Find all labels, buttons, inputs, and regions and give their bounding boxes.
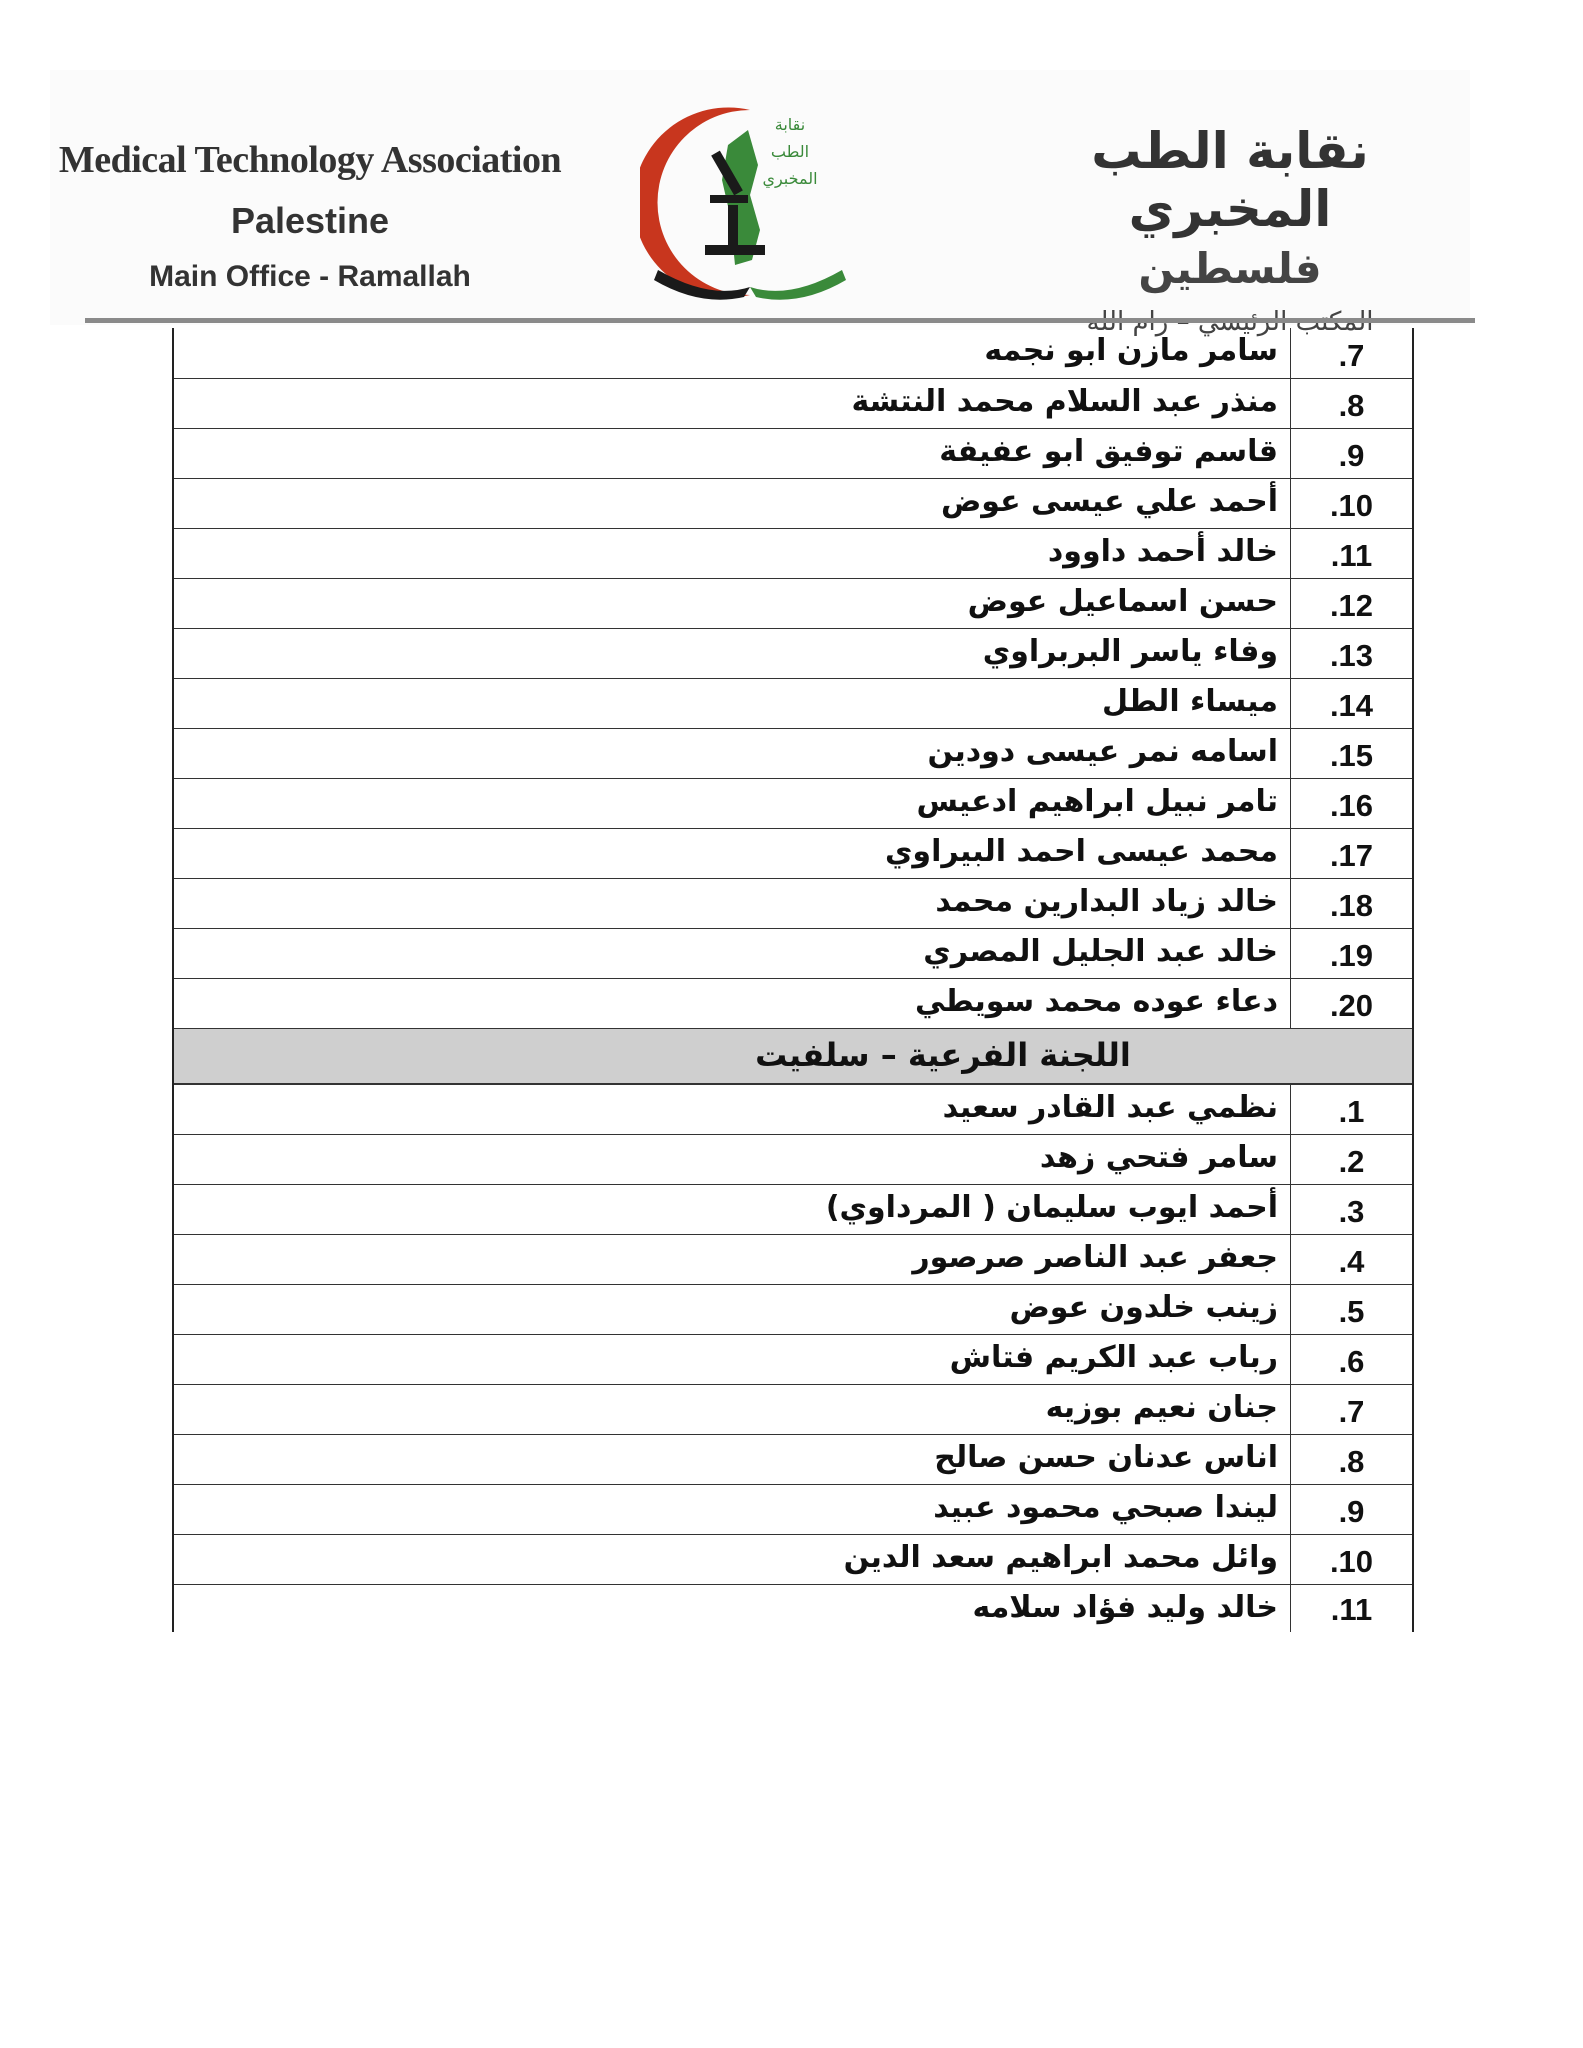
table-row [174,878,1412,928]
member-name: اسامه نمر عيسى دودين [927,734,1278,769]
member-name: دعاء عوده محمد سويطي [914,984,1278,1019]
table-row [174,1084,1412,1134]
table-row [174,1434,1412,1484]
table-row [174,1534,1412,1584]
table-row [174,778,1412,828]
member-name: اناس عدنان حسن صالح [934,1440,1278,1475]
member-name: خالد وليد فؤاد سلامه [972,1590,1278,1625]
org-name-ar: نقابة الطب المخبري [1091,122,1369,238]
row-number: .5 [1290,1285,1412,1334]
table-row [174,328,1412,378]
row-number: .20 [1290,979,1412,1028]
member-name: تامر نبيل ابراهيم ادعيس [916,784,1278,819]
row-number: .9 [1290,429,1412,478]
member-name: وفاء ياسر البربراوي [982,634,1278,669]
table-row [174,978,1412,1028]
table-row [174,378,1412,428]
row-number: .17 [1290,829,1412,878]
member-name: سامر مازن ابو نجمه [984,333,1278,368]
member-name: ميساء الطل [1102,684,1278,719]
member-name: أحمد علي عيسى عوض [940,484,1278,519]
logo-text-line-3: المخبري [762,169,818,188]
row-number: .9 [1290,1485,1412,1534]
member-name: محمد عيسى احمد البيراوي [884,834,1278,869]
row-number: .13 [1290,629,1412,678]
row-number: .4 [1290,1235,1412,1284]
org-name-en: Medical Technology Association [58,139,562,181]
country-ar: فلسطين [1138,244,1322,293]
table-row [174,1234,1412,1284]
header-divider [85,318,1475,323]
row-number: .15 [1290,729,1412,778]
table-row [174,1134,1412,1184]
table-row [174,628,1412,678]
row-number: .18 [1290,879,1412,928]
member-name: قاسم توفيق ابو عفيفة [939,434,1278,469]
row-number: .7 [1290,1385,1412,1434]
member-name: سامر فتحي زهد [1039,1140,1278,1175]
row-number: .7 [1290,328,1412,378]
table-row [174,1184,1412,1234]
logo-text-line-2: الطب [770,142,810,161]
row-number: .2 [1290,1135,1412,1184]
member-name: ليندا صبحي محمود عبيد [933,1490,1278,1525]
table-row [174,728,1412,778]
microscope-crescent-logo-icon [640,95,870,310]
table-row [174,678,1412,728]
member-name: خالد أحمد داوود [1047,534,1278,569]
country-en: Palestine [230,200,390,241]
row-number: .1 [1290,1085,1412,1134]
table-row [174,1384,1412,1434]
office-en: Main Office - Ramallah [149,260,471,293]
member-name: جعفر عبد الناصر صرصور [912,1240,1278,1275]
row-number: .11 [1290,529,1412,578]
member-name: منذر عبد السلام محمد النتشة [851,384,1278,419]
row-number: .8 [1290,379,1412,428]
table-row [174,528,1412,578]
member-name: نظمي عبد القادر سعيد [942,1090,1278,1125]
row-number: .11 [1290,1585,1412,1632]
table-row [174,478,1412,528]
table-row [174,1584,1412,1632]
member-name: زينب خلدون عوض [1009,1290,1278,1325]
row-number: .16 [1290,779,1412,828]
row-number: .3 [1290,1185,1412,1234]
member-name: وائل محمد ابراهيم سعد الدين [843,1540,1278,1575]
table-row [174,928,1412,978]
row-number: .8 [1290,1435,1412,1484]
members-table [172,328,1414,1632]
table-row [174,1334,1412,1384]
letterhead-english [50,70,570,294]
table-row [174,1484,1412,1534]
row-number: .10 [1290,1535,1412,1584]
section-header: اللجنة الفرعية – سلفيت [174,1028,1412,1084]
table-row [174,578,1412,628]
table-row [174,828,1412,878]
row-number: .6 [1290,1335,1412,1384]
member-name: حسن اسماعيل عوض [967,584,1278,619]
row-number: .10 [1290,479,1412,528]
table-row [174,428,1412,478]
member-name: خالد زياد البدارين محمد [935,884,1278,919]
letterhead-arabic [1020,70,1440,337]
logo-text-line-1: نقابة [774,115,806,134]
table-row [174,1284,1412,1334]
row-number: .12 [1290,579,1412,628]
row-number: .19 [1290,929,1412,978]
member-name: أحمد ايوب سليمان ( المرداوي) [825,1190,1278,1225]
row-number: .14 [1290,679,1412,728]
member-name: خالد عبد الجليل المصري [923,934,1278,969]
member-name: جنان نعيم بوزيه [1045,1390,1278,1425]
member-name: رباب عبد الكريم فتاش [949,1340,1278,1375]
